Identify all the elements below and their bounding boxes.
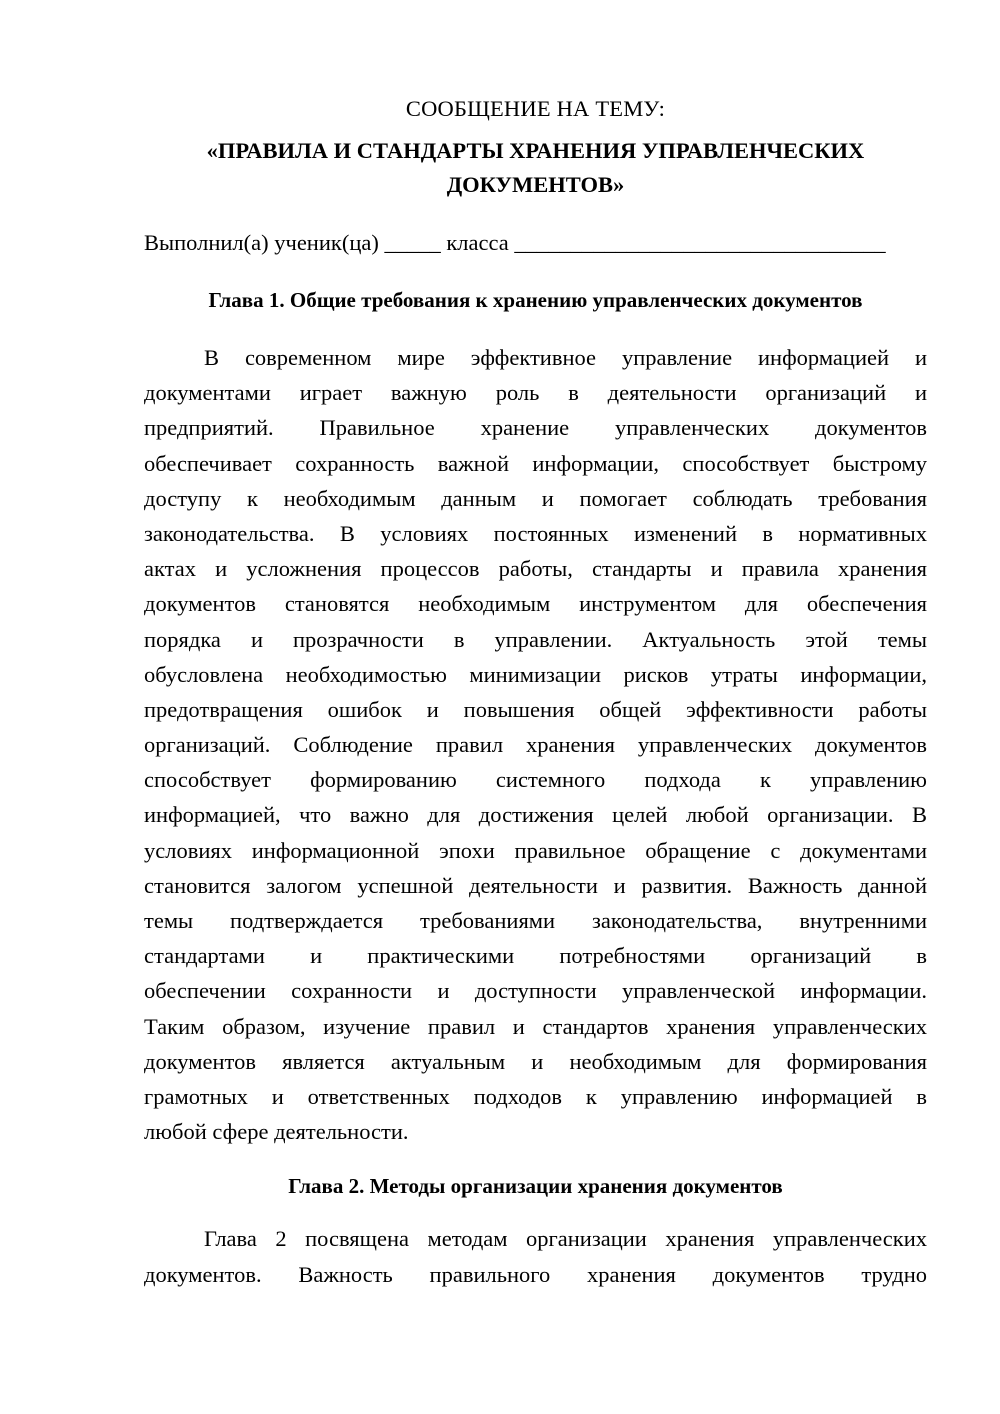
paragraph-line: предотвращения ошибок и повышения общей эффективности работы [144,696,927,722]
paragraph-line: условиях информационной эпохи правильное обращение с документами [144,837,927,863]
paragraph-line: документов. Важность правильного хранения документов трудно [144,1261,927,1287]
document-title-line-1: «ПРАВИЛА И СТАНДАРТЫ ХРАНЕНИЯ УПРАВЛЕНЧЕСКИХ [206,138,865,163]
paragraph-line: стандартами и практическими потребностями организаций в [144,943,927,969]
author-line: Выполнил(а) ученик(ца) _____ класса _________________________________ [144,230,886,255]
paragraph-line: становится залогом успешной деятельности и развития. Важность данной [144,872,927,898]
paragraph-line: предприятий. Правильное хранение управленческих документов [144,415,927,441]
document-title [144,134,927,202]
paragraph-line: порядка и прозрачности в управлении. Актуальность этой темы [144,626,927,652]
paragraph-line: обеспечивает сохранность важной информации, способствует быстрому [144,450,927,476]
paragraph-line: законодательства. В условиях постоянных изменений в нормативных [144,520,927,546]
paragraph-line: любой сфере деятельности. [144,1119,409,1145]
paragraph-line: доступу к необходимым данным и помогает соблюдать требования [144,485,927,511]
document-kicker: СООБЩЕНИЕ НА ТЕМУ: [405,96,666,121]
paragraph-line: обусловлена необходимостью минимизации рисков утраты информации, [144,661,927,687]
paragraph-line: темы подтверждается требованиями законодательства, внутренними [144,908,927,933]
paragraph-line: актах и усложнения процессов работы, стандарты и правила хранения [144,556,927,582]
chapter-2-heading: Глава 2. Методы организации хранения документов [288,1174,783,1199]
paragraph-line: документами играет важную роль в деятельности организаций и [144,380,927,406]
paragraph-line: документов является актуальным и необходимым для формирования [144,1048,927,1074]
paragraph-line: Таким образом, изучение правил и стандартов хранения управленческих [144,1013,927,1039]
paragraph-line: документов становятся необходимым инструментом для обеспечения [144,591,927,617]
document-content [144,94,927,1292]
paragraph-line: Глава 2 посвящена методам организации хранения управленческих [204,1226,927,1252]
paragraph-line: информацией, что важно для достижения целей любой организации. В [144,802,927,828]
paragraph-line: организаций. Соблюдение правил хранения управленческих документов [144,732,927,758]
chapter-1-heading: Глава 1. Общие требования к хранению управленческих документов [208,288,863,312]
document-title-line-2: ДОКУМЕНТОВ» [446,172,625,197]
paragraph-line: способствует формированию системного подхода к управлению [144,767,927,793]
paragraph-line: В современном мире эффективное управление информацией и [204,345,927,370]
paragraph-line: обеспечении сохранности и доступности управленческой информации. [144,978,927,1004]
chapter-1-paragraph [144,340,927,1149]
chapter-2-paragraph [144,1221,927,1291]
paragraph-line: грамотных и ответственных подходов к управлению информацией в [144,1083,927,1109]
